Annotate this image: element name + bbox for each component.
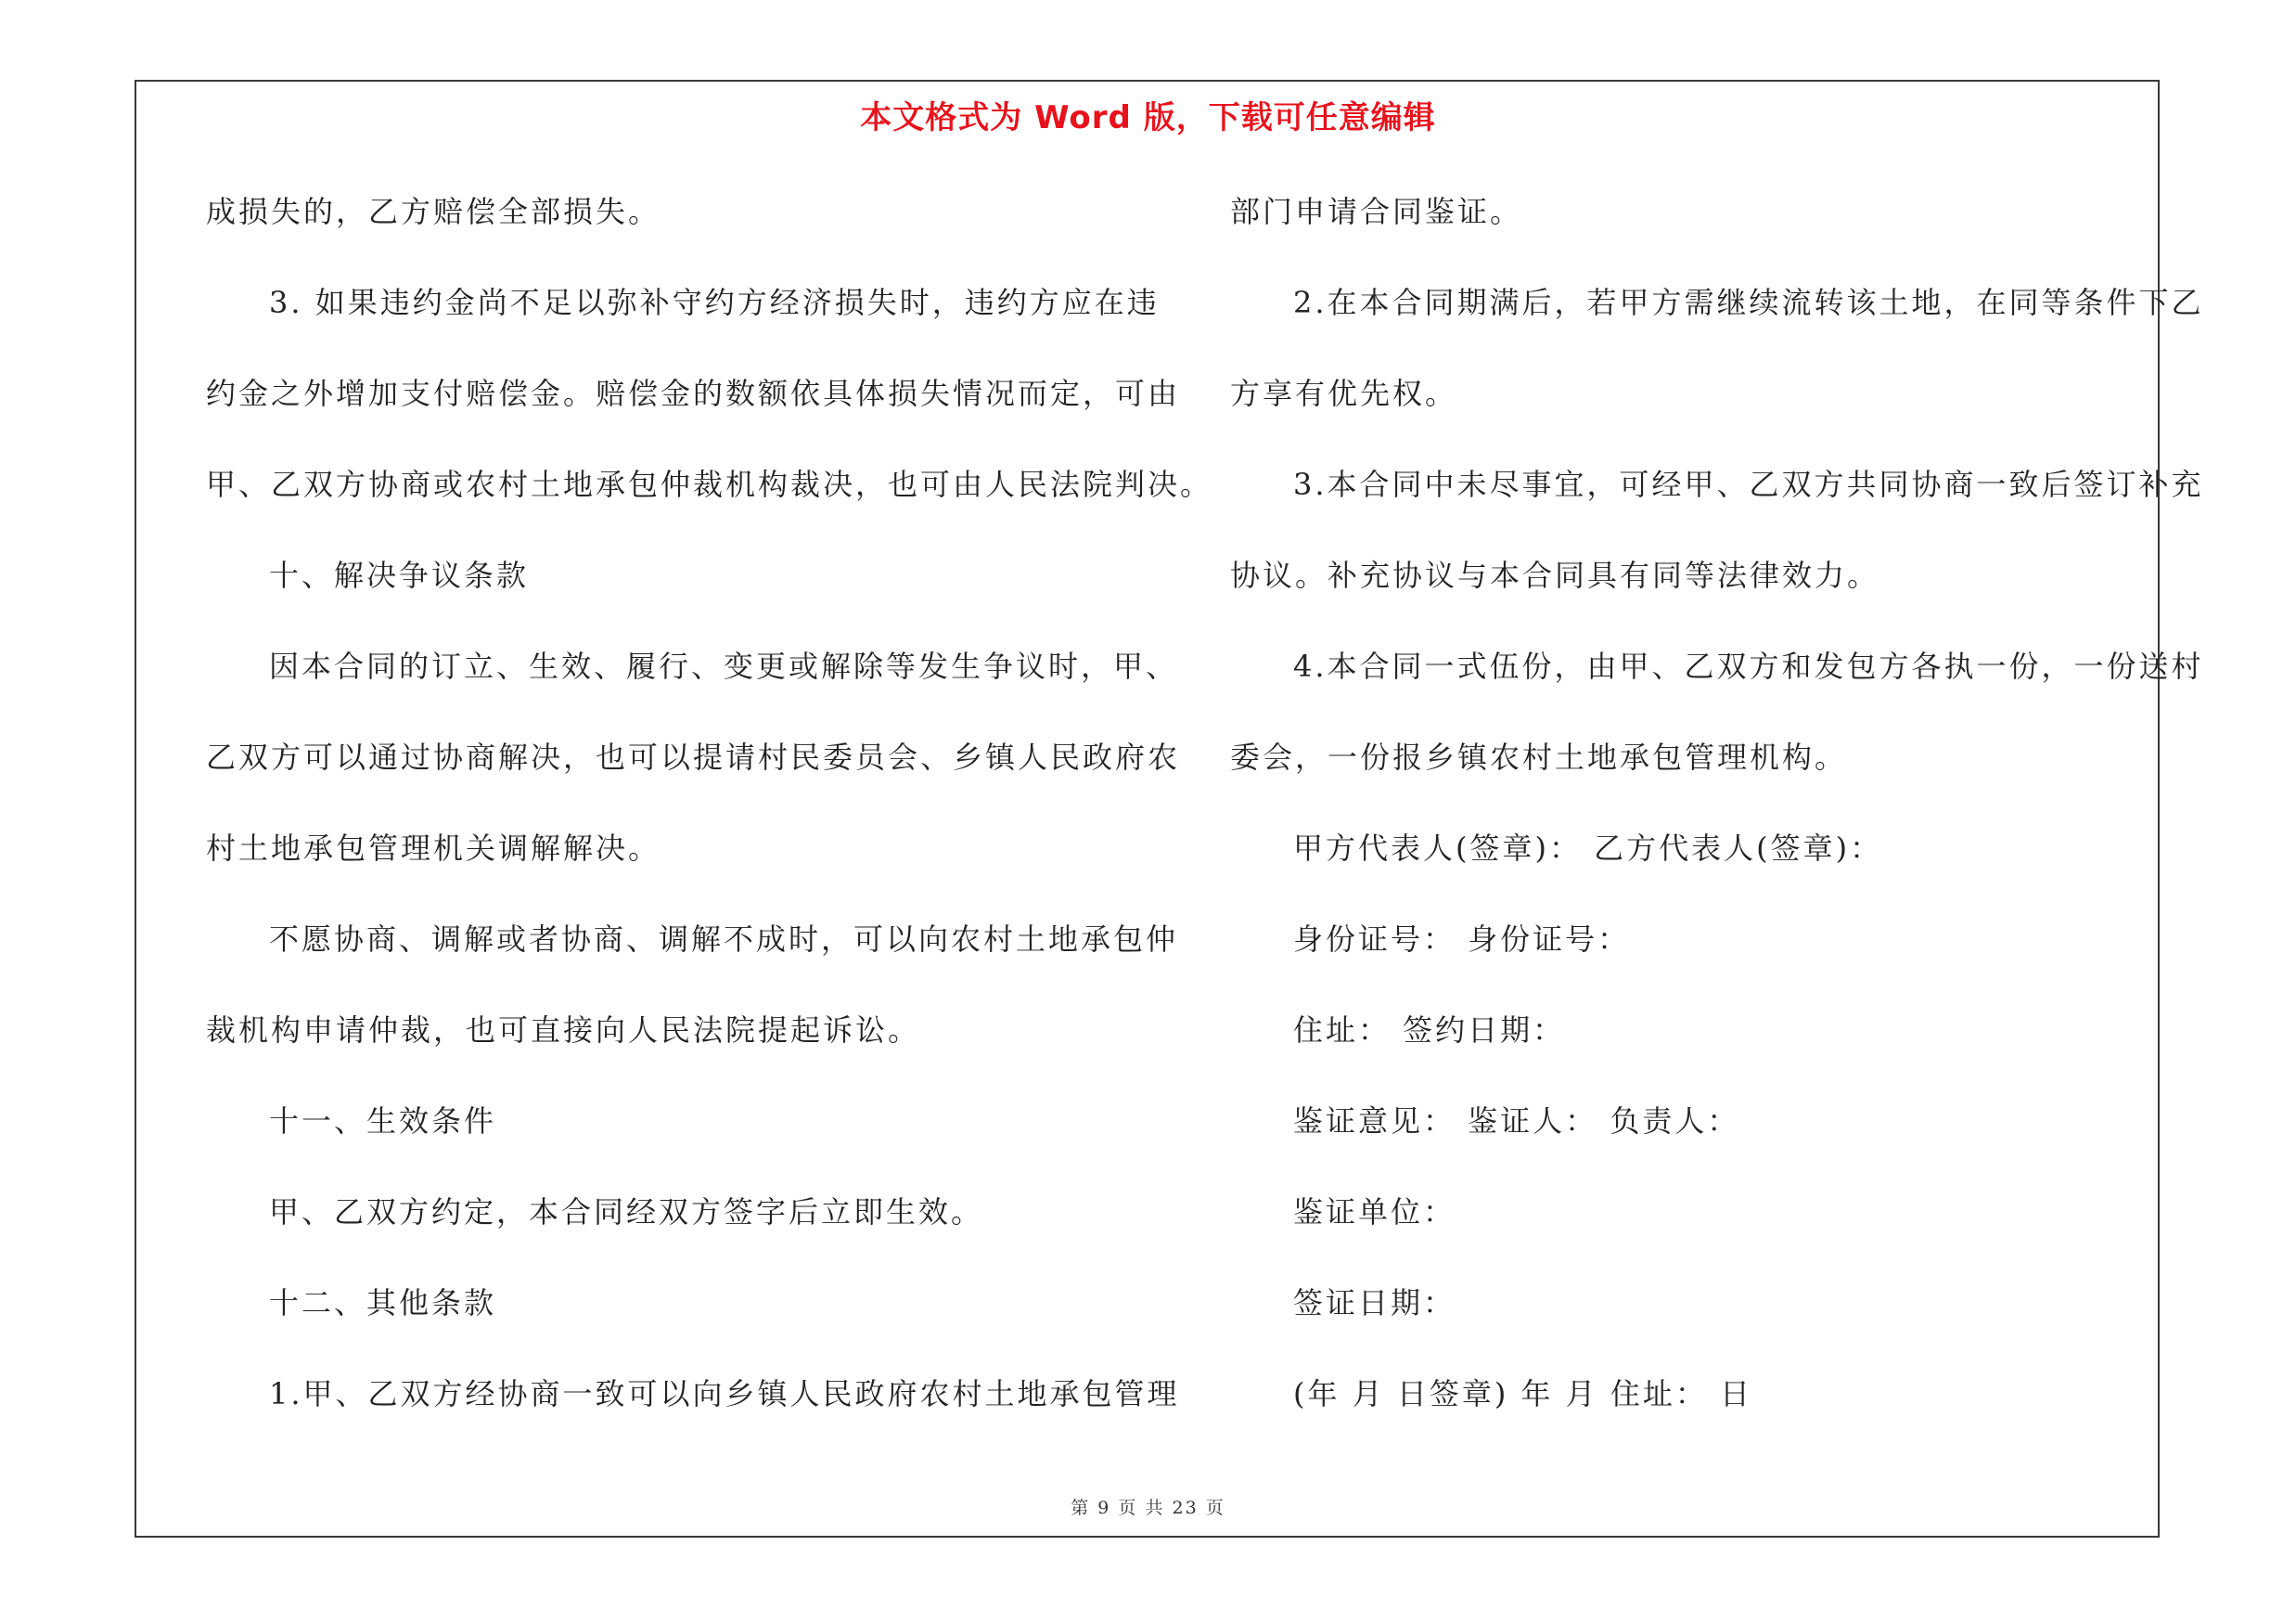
paragraph-line: 成损失的，乙方赔偿全部损失。 xyxy=(206,194,661,229)
paragraph-line: 因本合同的订立、生效、履行、变更或解除等发生争议时，甲、 xyxy=(269,649,1179,684)
section-heading: 十、解决争议条款 xyxy=(269,558,530,593)
signature-field-line: 身份证号： 身份证号： xyxy=(1293,921,1631,957)
paragraph-line: 甲、乙双方约定，本合同经双方签字后立即生效。 xyxy=(269,1194,984,1230)
signature-field-line: (年 月 日签章) 年 月 住址： 日 xyxy=(1293,1376,1753,1411)
word-format-banner: 本文格式为 Word 版，下载可任意编辑 xyxy=(860,99,1436,136)
paragraph-line: 甲、乙双方协商或农村土地承包仲裁机构裁决，也可由人民法院判决。 xyxy=(206,467,1213,502)
signature-field-line: 住址： 签约日期： xyxy=(1293,1012,1566,1048)
paragraph-line: 乙双方可以通过协商解决，也可以提请村民委员会、乡镇人民政府农 xyxy=(206,740,1181,775)
paragraph-line: 不愿协商、调解或者协商、调解不成时，可以向农村土地承包仲 xyxy=(269,921,1179,957)
signature-field-line: 签证日期： xyxy=(1293,1285,1456,1320)
left-text-column xyxy=(206,185,1213,1458)
right-text-column xyxy=(1230,185,2204,1458)
paragraph-line: 3. 如果违约金尚不足以弥补守约方经济损失时，违约方应在违 xyxy=(269,285,1160,320)
paragraph-line: 方享有优先权。 xyxy=(1230,376,1458,411)
paragraph-line: 约金之外增加支付赔偿金。赔偿金的数额依具体损失情况而定，可由 xyxy=(206,376,1181,411)
section-heading: 十二、其他条款 xyxy=(269,1285,497,1320)
paragraph-line: 4.本合同一式伍份，由甲、乙双方和发包方各执一份，一份送村 xyxy=(1293,649,2204,684)
page-number: 第 9 页 共 23 页 xyxy=(1071,1498,1225,1518)
signature-field-line: 甲方代表人(签章)： 乙方代表人(签章)： xyxy=(1293,831,1883,866)
paragraph-line: 裁机构申请仲裁，也可直接向人民法院提起诉讼。 xyxy=(206,1012,921,1048)
paragraph-line: 3.本合同中未尽事宜，可经甲、乙双方共同协商一致后签订补充 xyxy=(1293,467,2204,502)
paragraph-line: 协议。补充协议与本合同具有同等法律效力。 xyxy=(1230,558,1880,593)
paragraph-line: 村土地承包管理机关调解解决。 xyxy=(206,831,661,866)
signature-field-line: 鉴证单位： xyxy=(1293,1194,1456,1230)
section-heading: 十一、生效条件 xyxy=(269,1103,497,1139)
paragraph-line: 部门申请合同鉴证。 xyxy=(1230,194,1523,229)
signature-field-line: 鉴证意见： 鉴证人： 负责人： xyxy=(1293,1103,1740,1139)
paragraph-line: 2.在本合同期满后，若甲方需继续流转该土地，在同等条件下乙 xyxy=(1293,285,2204,320)
paragraph-line: 委会，一份报乡镇农村土地承包管理机构。 xyxy=(1230,740,1848,775)
paragraph-line: 1.甲、乙双方经协商一致可以向乡镇人民政府农村土地承包管理 xyxy=(269,1376,1180,1411)
